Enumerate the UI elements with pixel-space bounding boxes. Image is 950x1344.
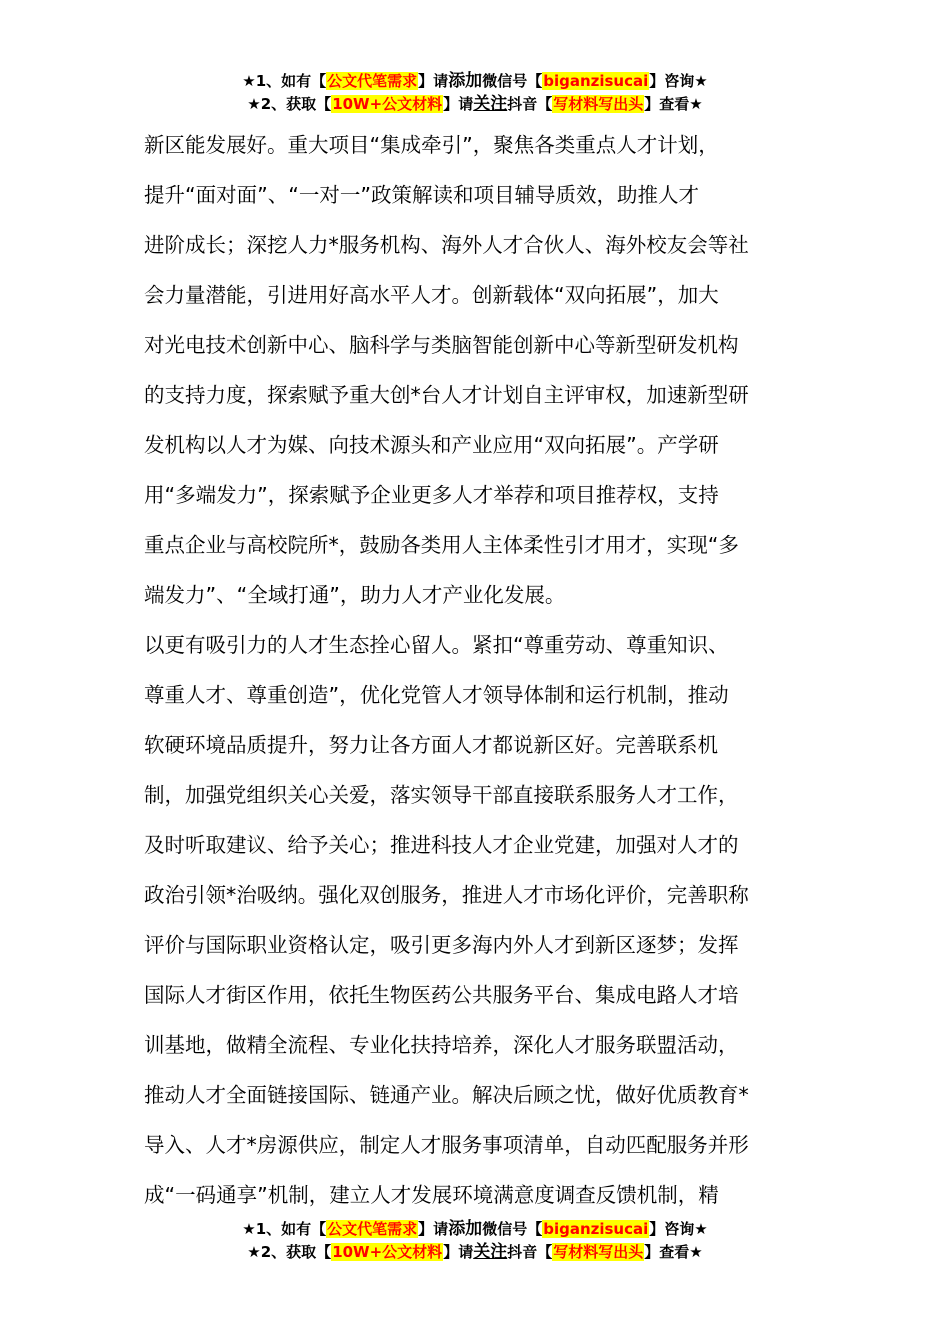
highlight-tag: 公文代笔需求 bbox=[327, 1220, 418, 1238]
banner-emphasis: 添加 bbox=[448, 71, 483, 91]
text-line: 政治引领*治吸纳。强化双创服务，推进人才市场化评价，完善职称 bbox=[144, 883, 749, 907]
banner-text: ★2、获取【 bbox=[247, 95, 332, 113]
text-line: 导入、人才*房源供应，制定人才服务事项清单，自动匹配服务并形 bbox=[144, 1133, 749, 1157]
text-line: 以更有吸引力的人才生态拴心留人。紧扣“尊重劳动、尊重知识、 bbox=[144, 633, 729, 657]
banner-emphasis: 关注 bbox=[473, 1242, 508, 1262]
text-line: 国际人才街区作用，依托生物医药公共服务平台、集成电路人才培 bbox=[144, 983, 739, 1007]
banner-line-2 bbox=[0, 1241, 950, 1264]
banner-text: 】请 bbox=[443, 95, 474, 113]
banner-emphasis: 关注 bbox=[473, 94, 508, 114]
text-line: 成“一码通享”机制，建立人才发展环境满意度调查反馈机制，精 bbox=[144, 1183, 719, 1207]
text-line: 推动人才全面链接国际、链通产业。解决后顾之忧，做好优质教育* bbox=[144, 1083, 749, 1107]
text-line: 重点企业与高校院所*，鼓励各类用人主体柔性引才用才，实现“多 bbox=[144, 533, 739, 557]
text-line: 评价与国际职业资格认定，吸引更多海内外人才到新区逐梦；发挥 bbox=[144, 933, 739, 957]
banner-text: ★2、获取【 bbox=[247, 1243, 332, 1261]
banner-text: 】查看★ bbox=[644, 95, 703, 113]
banner-emphasis: 添加 bbox=[448, 1219, 483, 1239]
text-line: 及时听取建议、给予关心；推进科技人才企业党建，加强对人才的 bbox=[144, 833, 739, 857]
highlight-tag: 公文代笔需求 bbox=[327, 72, 418, 90]
footer-banner bbox=[0, 1218, 950, 1264]
text-line: 提升“面对面”、“一对一”政策解读和项目辅导质效，助推人才 bbox=[144, 183, 699, 207]
text-line: 发机构以人才为媒、向技术源头和产业应用“双向拓展”。产学研 bbox=[144, 433, 719, 457]
text-line: 软硬环境品质提升，努力让各方面人才都说新区好。完善联系机 bbox=[144, 733, 718, 757]
banner-text: 抖音【 bbox=[507, 95, 553, 113]
text-line: 用“多端发力”，探索赋予企业更多人才举荐和项目推荐权，支持 bbox=[144, 483, 719, 507]
banner-text: 】咨询★ bbox=[649, 72, 708, 90]
document-body bbox=[144, 120, 812, 1220]
highlight-tag: 10W+公文材料 bbox=[332, 1243, 443, 1261]
banner-text: 】查看★ bbox=[644, 1243, 703, 1261]
text-line: 制，加强党组织关心关爱，落实领导干部直接联系服务人才工作， bbox=[144, 783, 739, 807]
text-line: 端发力”、“全域打通”，助力人才产业化发展。 bbox=[144, 583, 566, 607]
banner-text: ★1、如有【 bbox=[242, 72, 327, 90]
banner-text: 】请 bbox=[443, 1243, 474, 1261]
text-line: 的支持力度，探索赋予重大创*台人才计划自主评审权，加速新型研 bbox=[144, 383, 749, 407]
highlight-tag: 10W+公文材料 bbox=[332, 95, 443, 113]
banner-line-1 bbox=[0, 70, 950, 93]
banner-text: 抖音【 bbox=[507, 1243, 553, 1261]
highlight-tag: 写材料写出头 bbox=[553, 1243, 644, 1261]
banner-text: 微信号【 bbox=[482, 72, 543, 90]
text-line: 训基地，做精全流程、专业化扶持培养，深化人才服务联盟活动， bbox=[144, 1033, 739, 1057]
text-line: 新区能发展好。重大项目“集成牵引”，聚焦各类重点人才计划， bbox=[144, 133, 719, 157]
text-line: 尊重人才、尊重创造”，优化党管人才领导体制和运行机制，推动 bbox=[144, 683, 729, 707]
banner-line-2 bbox=[0, 93, 950, 116]
text-line: 进阶成长；深挖人力*服务机构、海外人才合伙人、海外校友会等社 bbox=[144, 233, 749, 257]
banner-text: 】请 bbox=[418, 72, 449, 90]
highlight-tag: biganzisucai bbox=[543, 72, 649, 90]
text-line: 对光电技术创新中心、脑科学与类脑智能创新中心等新型研发机构 bbox=[144, 333, 739, 357]
header-banner bbox=[0, 70, 950, 116]
highlight-tag: 写材料写出头 bbox=[553, 95, 644, 113]
banner-text: ★1、如有【 bbox=[242, 1220, 327, 1238]
banner-text: 微信号【 bbox=[482, 1220, 543, 1238]
text-line: 会力量潜能，引进用好高水平人才。创新载体“双向拓展”，加大 bbox=[144, 283, 719, 307]
banner-text: 】咨询★ bbox=[649, 1220, 708, 1238]
highlight-tag: biganzisucai bbox=[543, 1220, 649, 1238]
banner-line-1 bbox=[0, 1218, 950, 1241]
banner-text: 】请 bbox=[418, 1220, 449, 1238]
